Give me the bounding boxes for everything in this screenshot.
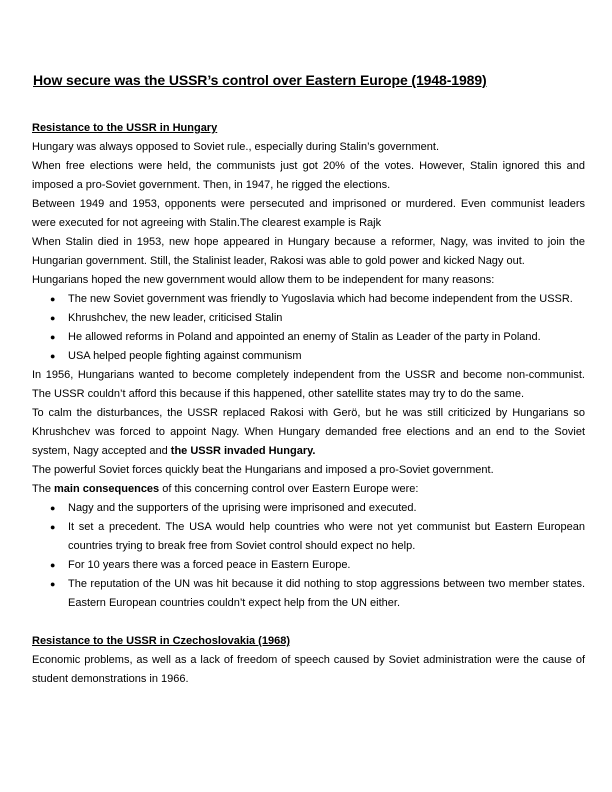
list-item: ● Khrushchev, the new leader, criticised Stalin xyxy=(32,309,585,328)
bold-text: main consequences xyxy=(54,483,160,495)
paragraph: The powerful Soviet forces quickly beat the Hungarians and imposed a pro-Soviet government. xyxy=(32,464,494,476)
paragraph: Hungary was always opposed to Soviet rule., especially during Stalin’s government. xyxy=(32,141,440,153)
list-item: ● Nagy and the supporters of the uprising were imprisoned and executed. xyxy=(32,499,585,518)
paragraph: To calm the disturbances, the USSR replaced Rakosi with Gerö, but he was still criticized by Hungarians so Khrushchev was forced to appoint Nagy. When Hungary demanded free elections and an end to the Soviet system, Nagy accepted and the USSR invaded Hungary. xyxy=(32,407,585,457)
list-item: ● For 10 years there was a forced peace in Eastern Europe. xyxy=(32,556,585,575)
consequences-list xyxy=(32,499,585,613)
paragraph: In 1956, Hungarians wanted to become completely independent from the USSR and become non-communist. The USSR couldn’t afford this because if this happened, other satellite states may try to do the same. xyxy=(32,369,585,400)
list-item: ● He allowed reforms in Poland and appointed an enemy of Stalin as Leader of the party in Poland. xyxy=(32,328,585,347)
bullet-icon: ● xyxy=(50,294,56,304)
bold-text: the USSR invaded Hungary. xyxy=(170,445,316,457)
bullet-icon: ● xyxy=(50,503,56,513)
bullet-icon: ● xyxy=(50,313,56,323)
paragraph: The main consequences of this concerning control over Eastern Europe were: xyxy=(32,483,419,495)
list-item: ● The reputation of the UN was hit because it did nothing to stop aggressions between two member states. Eastern European countries couldn’t expect help from the UN either. xyxy=(32,575,585,613)
document-body xyxy=(32,119,585,689)
bullet-icon: ● xyxy=(50,522,56,532)
bullet-icon: ● xyxy=(50,332,56,342)
paragraph: Hungarians hoped the new government would allow them to be independent for many reasons: xyxy=(32,274,495,286)
section-heading-czechoslovakia: Resistance to the USSR in Czechoslovakia (1968) xyxy=(32,635,290,647)
reasons-list xyxy=(32,290,585,366)
list-item: ● It set a precedent. The USA would help countries who were not yet communist but Eastern European countries trying to break free from Soviet control should expect no help. xyxy=(32,518,585,556)
list-item: ● USA helped people fighting against communism xyxy=(32,347,585,366)
paragraph: When free elections were held, the communists just got 20% of the votes. However, Stalin ignored this and imposed a pro-Soviet government. Then, in 1947, he rigged the elections. xyxy=(32,160,585,191)
bullet-icon: ● xyxy=(50,579,56,589)
section-heading-hungary: Resistance to the USSR in Hungary xyxy=(32,122,218,134)
paragraph: Economic problems, as well as a lack of freedom of speech caused by Soviet administration were the cause of student demonstrations in 1966. xyxy=(32,654,585,685)
paragraph: Between 1949 and 1953, opponents were persecuted and imprisoned or murdered. Even communist leaders were executed for not agreeing with Stalin.The clearest example is Rajk xyxy=(32,198,585,229)
bullet-icon: ● xyxy=(50,560,56,570)
list-item: ● The new Soviet government was friendly to Yugoslavia which had become independent from the USSR. xyxy=(32,290,585,309)
spacer xyxy=(32,613,585,632)
page-title: How secure was the USSR’s control over Eastern Europe (1948-1989) xyxy=(33,72,487,88)
bullet-icon: ● xyxy=(50,351,56,361)
paragraph: When Stalin died in 1953, new hope appeared in Hungary because a reformer, Nagy, was invited to join the Hungarian government. Still, the Stalinist leader, Rakosi was able to gold power and kicked Nagy out. xyxy=(32,236,585,267)
